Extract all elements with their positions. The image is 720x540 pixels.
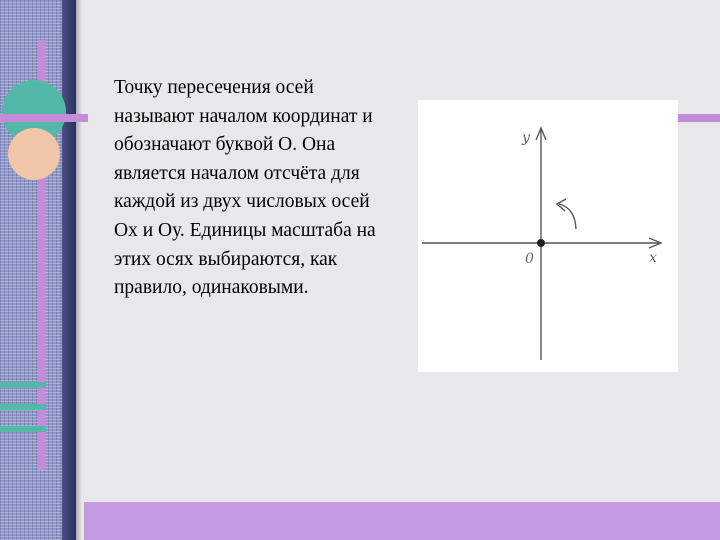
axes-diagram (418, 100, 678, 372)
decorative-peach-circle (8, 128, 60, 180)
decorative-teal-bar (0, 426, 46, 432)
decorative-bottom-bar (84, 502, 720, 540)
decorative-top-bar-right (678, 114, 720, 122)
y-axis-label: y (522, 130, 530, 146)
x-axis-label: x (649, 250, 657, 266)
decorative-teal-bar (0, 404, 46, 410)
origin-point (537, 239, 545, 247)
coordinate-axes-figure (418, 100, 678, 372)
origin-label: 0 (525, 251, 534, 267)
decorative-teal-bar (0, 382, 46, 388)
decorative-strip-shadow (76, 0, 82, 540)
decorative-strip-edge (62, 0, 76, 540)
slide-paragraph: Точку пересечения осей называют началом координат и обозначают буквой О. Она является началом отсчёта для каждой из двух числовых осей Ох и Оу. Единицы масштаба на этих осях выбираются, как правило, одинаковыми. (114, 77, 376, 299)
decorative-top-bar-left (0, 114, 88, 122)
